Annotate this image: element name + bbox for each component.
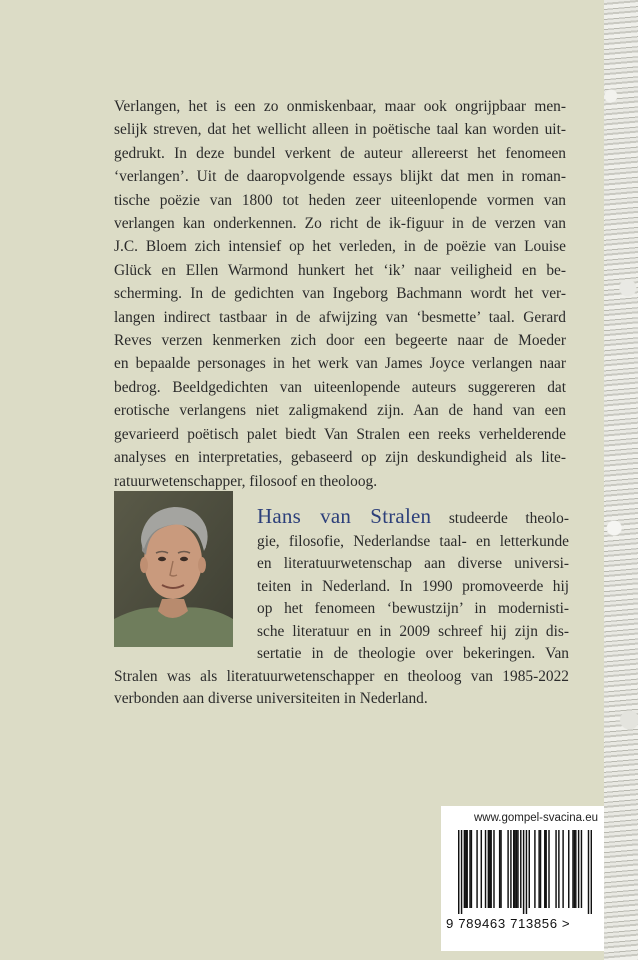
blurb-line: selijk streven, dat het wellicht alleen in poëtische taal kan worden uit- xyxy=(114,121,566,139)
author-name: Hans van Stralen xyxy=(257,504,432,528)
blurb-line: scherming. In de gedichten van Ingeborg Bachmann wordt het ver- xyxy=(114,285,566,303)
bio-line: en literatuurwetenschap aan diverse universi- xyxy=(257,555,569,572)
blurb-line: verlangen kan onderkennen. Zo richt de ik-figuur in de verzen van xyxy=(114,215,566,233)
barcode-bar xyxy=(488,830,489,908)
bio-line: sche literatuur en in 2009 schreef hij zijn dis- xyxy=(257,622,569,640)
barcode-bar xyxy=(493,830,494,908)
barcode-bar xyxy=(578,830,579,908)
barcode-bar xyxy=(471,830,472,908)
barcode-bar xyxy=(558,830,559,908)
barcode-bar xyxy=(510,830,511,908)
barcode-bar xyxy=(461,830,462,914)
barcode-bar xyxy=(575,830,576,908)
barcode-bar xyxy=(513,830,514,908)
barcode-bar xyxy=(481,830,482,908)
bio-line: gie, filosofie, Nederlandse taal- en letterkunde xyxy=(257,532,569,550)
isbn-barcode xyxy=(458,830,592,914)
barcode-bar xyxy=(465,830,466,908)
blurb-line: gevarieerd poëtisch palet biedt Van Stralen een reeks verhelderende xyxy=(114,425,566,443)
barcode-bar xyxy=(538,830,539,908)
bio-line: teiten in Nederland. In 1990 promoveerde hij xyxy=(257,577,569,595)
barcode-bar xyxy=(581,830,582,908)
barcode-bar xyxy=(516,830,517,908)
barcode-bar xyxy=(466,830,467,908)
barcode-bar xyxy=(544,830,545,908)
barcode-bar xyxy=(490,830,491,908)
author-bio xyxy=(114,505,569,711)
barcode-bar xyxy=(489,830,490,908)
blurb-line: tische poëzie van 1800 tot heden zeer uiteenlopende vormen van xyxy=(114,191,566,209)
blurb-line: Reves verzen kenmerken zich door een begeerte naar de Moeder xyxy=(114,332,566,350)
barcode-bar xyxy=(500,830,501,908)
barcode-bar xyxy=(520,830,521,908)
blurb-line: J.C. Bloem zich intensief op het verleden, in de poëzie van Louise xyxy=(114,238,566,256)
blurb-text xyxy=(114,95,566,493)
barcode-bar xyxy=(568,830,569,908)
isbn-number: 9 789463 713856 > xyxy=(446,916,571,931)
barcode-bar xyxy=(540,830,541,908)
bio-first-line-rest: studeerde theolo- xyxy=(431,510,569,527)
blurb-line: en bepaalde personages in het werk van James Joyce verlangen naar xyxy=(114,355,566,373)
publisher-url[interactable]: www.gompel-svacina.eu xyxy=(473,812,598,824)
barcode-bar xyxy=(529,830,530,908)
barcode-bar xyxy=(464,830,465,908)
barcode-bar xyxy=(572,830,573,908)
barcode-bar xyxy=(548,830,549,908)
blurb-line: bedrog. Beeldgedichten van uiteenlopende auteurs suggereren dat xyxy=(114,378,566,396)
barcode-bar xyxy=(485,830,486,908)
blurb-line: Verlangen, het is een zo onmiskenbaar, maar ook ongrijpbaar men- xyxy=(114,98,566,115)
blurb-line: analyses en interpretaties, gebaseerd op zijn deskundigheid als lite- xyxy=(114,449,566,467)
blurb-line: langen indirect tastbaar in de afwijzing van ‘besmette’ taal. Gerard xyxy=(114,308,566,326)
barcode-bar xyxy=(507,830,508,908)
barcode-bar xyxy=(523,830,524,914)
snow-texture-strip xyxy=(604,0,638,960)
barcode-bar xyxy=(458,830,459,914)
bio-line: Stralen was als literatuurwetenschapper en theoloog van 1985-2022 xyxy=(114,667,569,685)
barcode-bar xyxy=(534,830,535,908)
barcode-bar xyxy=(469,830,470,908)
bio-line: op het fenomeen ‘bewustzijn’ in modernisti- xyxy=(257,600,569,617)
blurb-line: gedrukt. In deze bundel verkent de auteur allereerst het fenomeen xyxy=(114,144,566,162)
barcode-bar xyxy=(545,830,546,908)
bio-first-line xyxy=(257,505,569,531)
blurb-line: ‘verlangen’. Uit de daaropvolgende essays blijkt dat men in roman- xyxy=(114,168,566,186)
barcode-bar xyxy=(514,830,515,908)
barcode-bar xyxy=(588,830,589,914)
blurb-line: ratuurwetenschapper, filosoof en theoloog. xyxy=(114,472,378,490)
blurb-line: erotische verlangens niet zaligmakend zijn. Aan de hand van een xyxy=(114,402,566,420)
barcode-bar xyxy=(517,830,518,908)
bio-line: sertatie in de theologie over bekeringen. Van xyxy=(257,645,569,662)
barcode-bar xyxy=(591,830,592,914)
bio-line: verbonden aan diverse universiteiten in Nederland. xyxy=(114,690,428,707)
blurb-line: Glück en Ellen Warmond hunkert het ‘ik’ naar veiligheid en be- xyxy=(114,261,566,279)
barcode-bar xyxy=(574,830,575,908)
barcode-bar xyxy=(499,830,500,908)
barcode-bar xyxy=(555,830,556,908)
barcode-bar xyxy=(476,830,477,908)
barcode-bar xyxy=(562,830,563,908)
barcode-bar xyxy=(526,830,527,914)
